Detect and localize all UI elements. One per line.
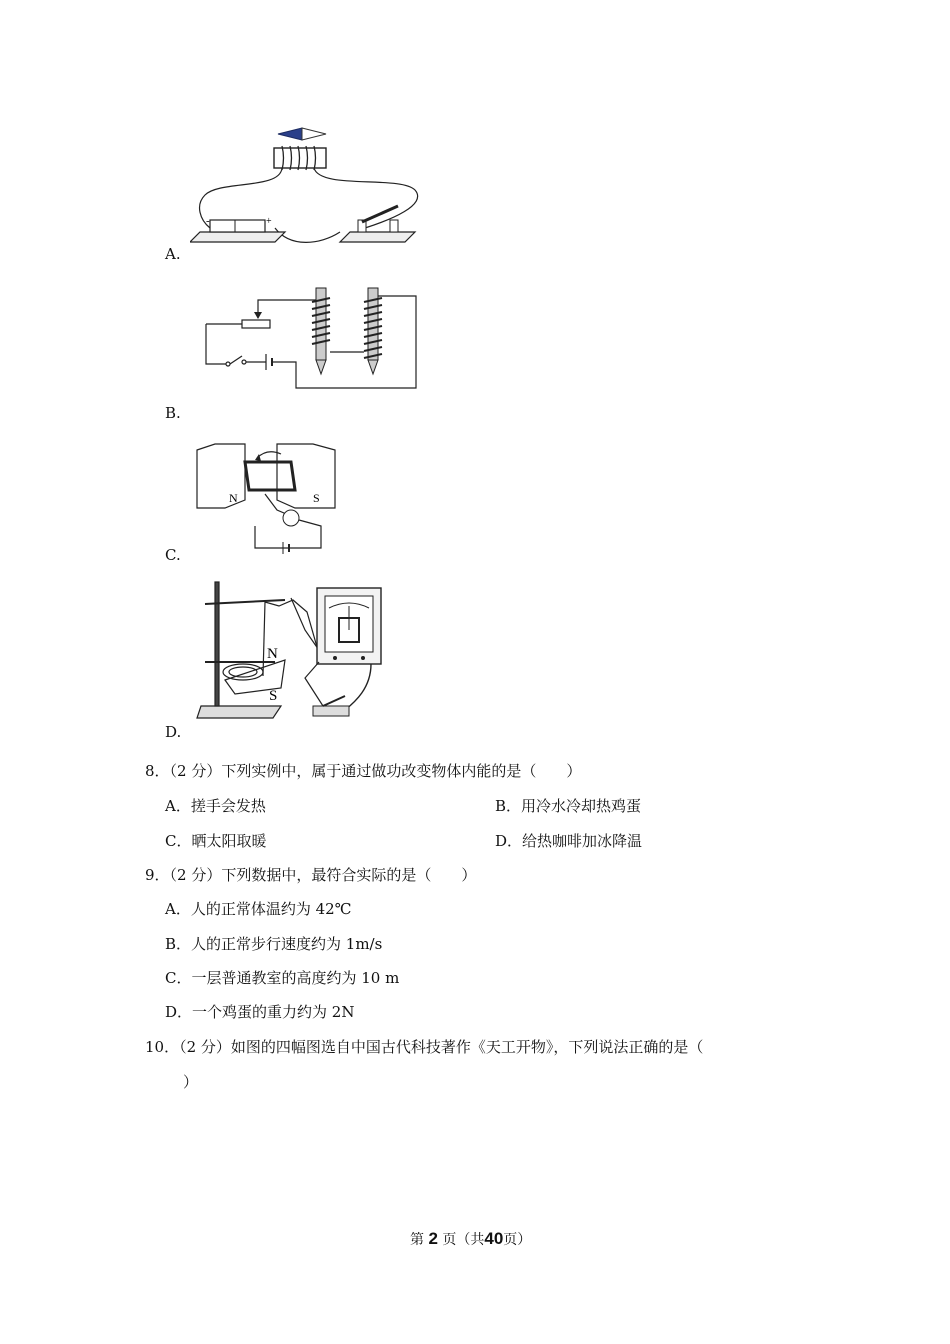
option-b-label: B. (165, 404, 181, 422)
svg-text:+: + (266, 216, 272, 227)
question-10-stem-continued: ） (183, 1073, 199, 1091)
question-10-stem: 10．（2 分）如图的四幅图选自中国古代科技著作《天工开物》，下列说法正确的是（ (145, 1038, 704, 1056)
option-d-label: D. (165, 723, 182, 741)
figure-d-n-label: N (267, 646, 278, 662)
footer-page-number: 2 (428, 1229, 438, 1248)
question-8-stem: 8．（2 分）下列实例中，属于通过做功改变物体内能的是（ ） (145, 762, 582, 780)
question-9-option-b: B．人的正常步行速度约为 1m/s (165, 935, 383, 953)
footer-prefix: 第 (410, 1232, 424, 1248)
question-8-option-b: B．用冷水冷却热鸡蛋 (495, 797, 642, 815)
page-footer (410, 1229, 531, 1249)
question-8-option-c: C．晒太阳取暖 (165, 832, 267, 850)
question-8-option-d: D．给热咖啡加冰降温 (495, 832, 643, 850)
option-c-label: C. (165, 546, 181, 564)
question-9-option-a: A．人的正常体温约为 42℃ (165, 900, 352, 918)
question-9-option-c: C．一层普通教室的高度约为 10 m (165, 969, 400, 987)
question-9-option-d: D．一个鸡蛋的重力约为 2N (165, 1003, 355, 1021)
figure-c-coil-in-magnetic-field (195, 440, 345, 555)
magnet-n-label: N (229, 491, 238, 505)
question-9-stem: 9．（2 分）下列数据中，最符合实际的是（ ） (145, 866, 477, 884)
magnet-s-label: S (313, 491, 320, 505)
figure-d-s-label: S (269, 688, 278, 704)
figure-d-induction-galvanometer (195, 578, 390, 723)
question-8-option-a: A．搓手会发热 (165, 797, 266, 815)
option-a-label: A. (165, 245, 181, 263)
footer-total-pages: 40 (484, 1229, 504, 1248)
figure-b-electromagnets-circuit (200, 282, 420, 394)
figure-a-electromagnet-compass (190, 120, 430, 250)
footer-suffix: 页） (503, 1232, 532, 1248)
svg-text:-: - (206, 215, 210, 227)
footer-middle: 页（共 (442, 1232, 485, 1248)
